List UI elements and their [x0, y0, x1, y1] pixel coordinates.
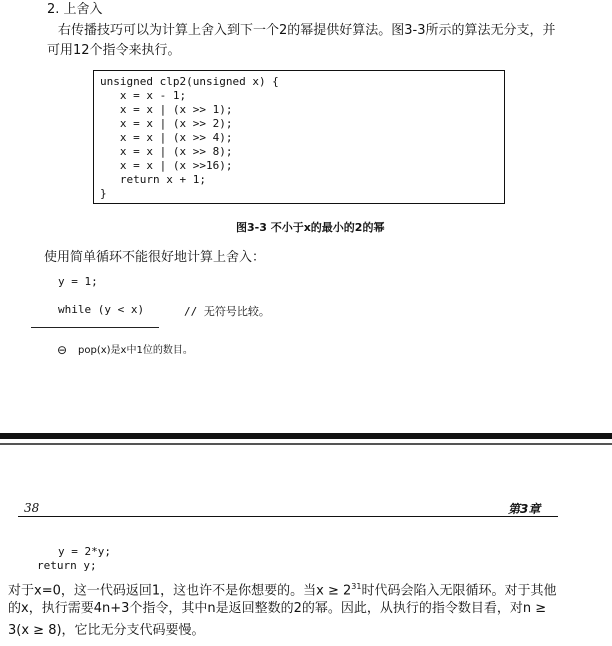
footnote-text: pop(x)是x中1位的数目。: [78, 345, 193, 356]
loop-intro-text: 使用简单循环不能很好地计算上舍入：: [44, 250, 266, 265]
loop-code-comment: // 无符号比较。: [184, 305, 270, 318]
section-heading: 2. 上舍入: [47, 2, 103, 17]
code-line: x = x | (x >> 8);: [100, 145, 233, 158]
loop-code-line: y = 1;: [58, 275, 98, 288]
paragraph-line2: 的x，执行需要4n+3个指令，其中n是返回整数的2的幂。因此，从执行的指令数目看，对n ≥: [8, 601, 547, 616]
footnote-symbol: ⊖: [57, 343, 68, 357]
intro-paragraph-line2: 可用12个指令来执行。: [47, 43, 181, 58]
code-line: unsigned clp2(unsigned x) {: [100, 75, 279, 88]
page-number: 38: [24, 501, 40, 515]
paragraph-text: 对于x=0，这一代码返回1，这也许不是你想要的。当x ≥ 2: [8, 583, 352, 599]
continued-code-line: return y;: [37, 559, 97, 572]
exponent: 31: [351, 582, 362, 591]
figure-caption: 图3-3 不小于x的最小的2的幂: [236, 221, 385, 234]
chapter-label: 第3章: [508, 502, 541, 516]
page-separator-bar: [0, 433, 612, 439]
code-line: x = x | (x >> 2);: [100, 117, 233, 130]
page-header-rule: [18, 516, 558, 517]
continued-code-line: y = 2*y;: [58, 545, 111, 558]
paragraph-line3: 3(x ≥ 8)，它比无分支代码要慢。: [8, 623, 205, 638]
code-line: return x + 1;: [100, 173, 206, 186]
code-line: x = x | (x >>16);: [100, 159, 233, 172]
code-line: x = x - 1;: [100, 89, 187, 102]
page-separator-line: [0, 443, 612, 445]
code-line: }: [100, 187, 107, 200]
intro-paragraph-line1: 右传播技巧可以为计算上舍入到下一个2的幂提供好算法。图3-3所示的算法无分支，并: [58, 23, 556, 38]
loop-code-line: while (y < x): [58, 303, 145, 316]
paragraph-line1: [8, 578, 556, 600]
paragraph-text: 时代码会陷入无限循环。对于其他: [361, 583, 557, 599]
code-line: x = x | (x >> 4);: [100, 131, 233, 144]
code-figure-box: [93, 70, 505, 204]
footnote-divider: [31, 327, 159, 328]
code-line: x = x | (x >> 1);: [100, 103, 233, 116]
